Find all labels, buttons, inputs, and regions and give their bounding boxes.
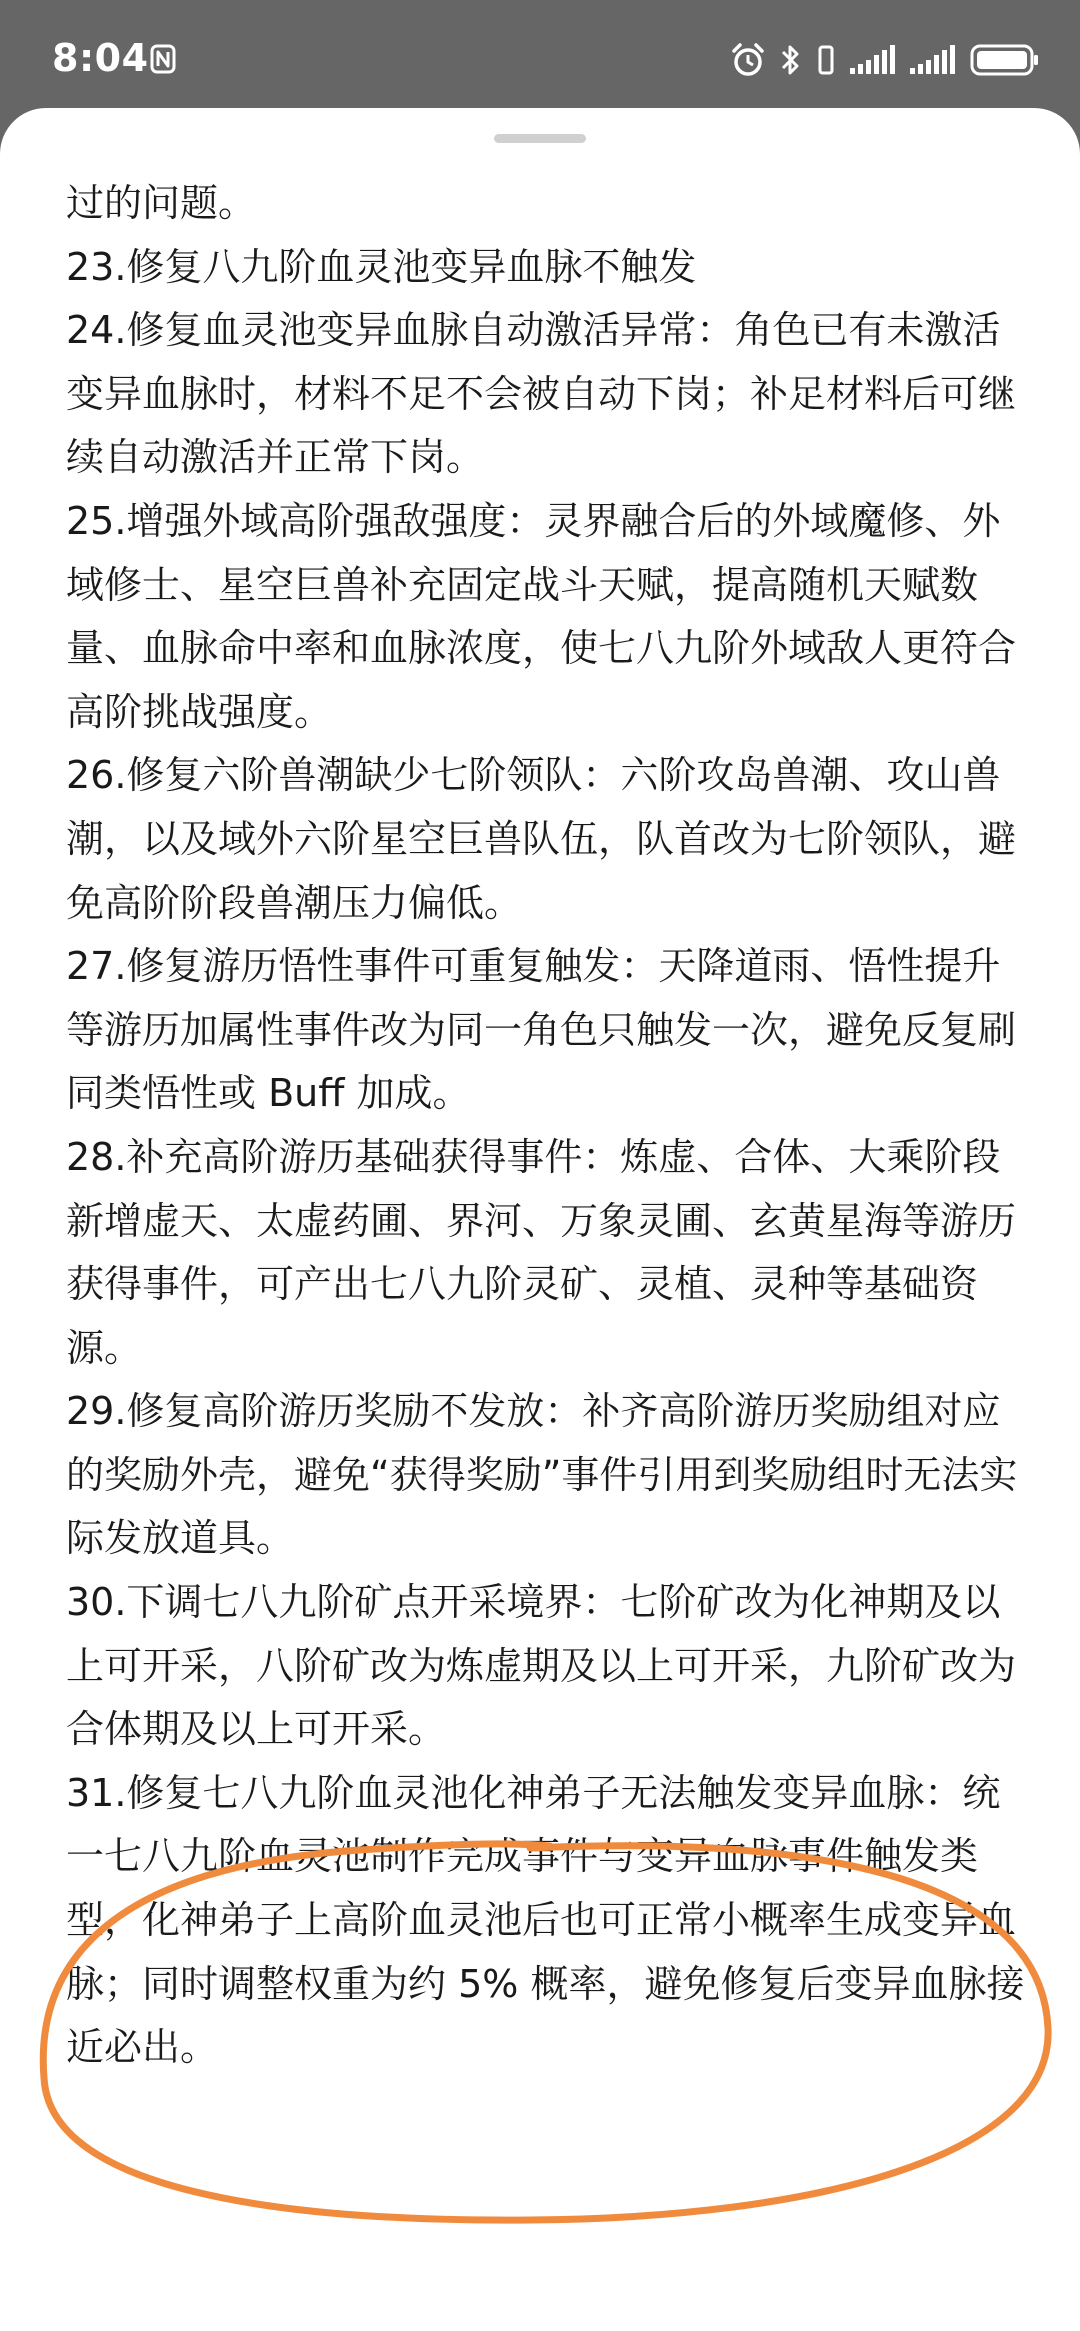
changelog-paragraph: 25.增强外域高阶强敌强度：灵界融合后的外域魔修、外域修士、星空巨兽补充固定战斗天赋，提高随机天赋数量、血脉命中率和血脉浓度，使七八九阶外域敌人更符合高阶挑战强度。 [66, 498, 1017, 734]
changelog-paragraph: 23.修复八九阶血灵池变异血脉不触发 [66, 244, 697, 289]
status-time: 8:04 [52, 36, 149, 80]
alarm-icon [730, 42, 766, 78]
status-icons [730, 38, 1040, 82]
changelog-paragraph: 过的问题。 [66, 181, 257, 225]
battery-icon [970, 42, 1040, 78]
status-bar [0, 0, 1080, 118]
vibrate-icon [816, 42, 836, 78]
bluetooth-icon [780, 42, 802, 78]
signal-2-icon [910, 42, 956, 78]
signal-1-icon [850, 42, 896, 78]
changelog-paragraph: 28.补充高阶游历基础获得事件：炼虚、合体、大乘阶段新增虚天、太虚药圃、界河、万象灵圃、玄黄星海等游历获得事件，可产出七八九阶灵矿、灵植、灵种等基础资源。 [66, 1134, 1017, 1370]
changelog-paragraph: 31.修复七八九阶血灵池化神弟子无法触发变异血脉：统一七八九阶血灵池制作完成事件与变异血脉事件触发类型，化神弟子上高阶血灵池后也可正常小概率生成变异血脉；同时调整权重为约 5% 概率，避免修复后变异血脉接近必出。 [66, 1770, 1025, 2070]
nfc-icon [150, 44, 176, 74]
content-sheet[interactable] [0, 108, 1080, 2331]
changelog-paragraph: 29.修复高阶游历奖励不发放：补齐高阶游历奖励组对应的奖励外壳，避免“获得奖励”事件引用到奖励组时无法实际发放道具。 [66, 1389, 1018, 1561]
changelog-text [66, 172, 1026, 2080]
sheet-drag-handle[interactable] [494, 134, 586, 143]
changelog-paragraph: 24.修复血灵池变异血脉自动激活异常：角色已有未激活变异血脉时，材料不足不会被自动下岗；补足材料后可继续自动激活并正常下岗。 [66, 308, 1017, 480]
changelog-paragraph: 26.修复六阶兽潮缺少七阶领队：六阶攻岛兽潮、攻山兽潮，以及域外六阶星空巨兽队伍，队首改为七阶领队，避免高阶阶段兽潮压力偏低。 [66, 753, 1017, 925]
changelog-paragraph: 27.修复游历悟性事件可重复触发：天降道雨、悟性提升等游历加属性事件改为同一角色只触发一次，避免反复刷同类悟性或 Buff 加成。 [66, 944, 1017, 1116]
changelog-paragraph: 30.下调七八九阶矿点开采境界：七阶矿改为化神期及以上可开采，八阶矿改为炼虚期及以上可开采，九阶矿改为合体期及以上可开采。 [66, 1580, 1017, 1752]
